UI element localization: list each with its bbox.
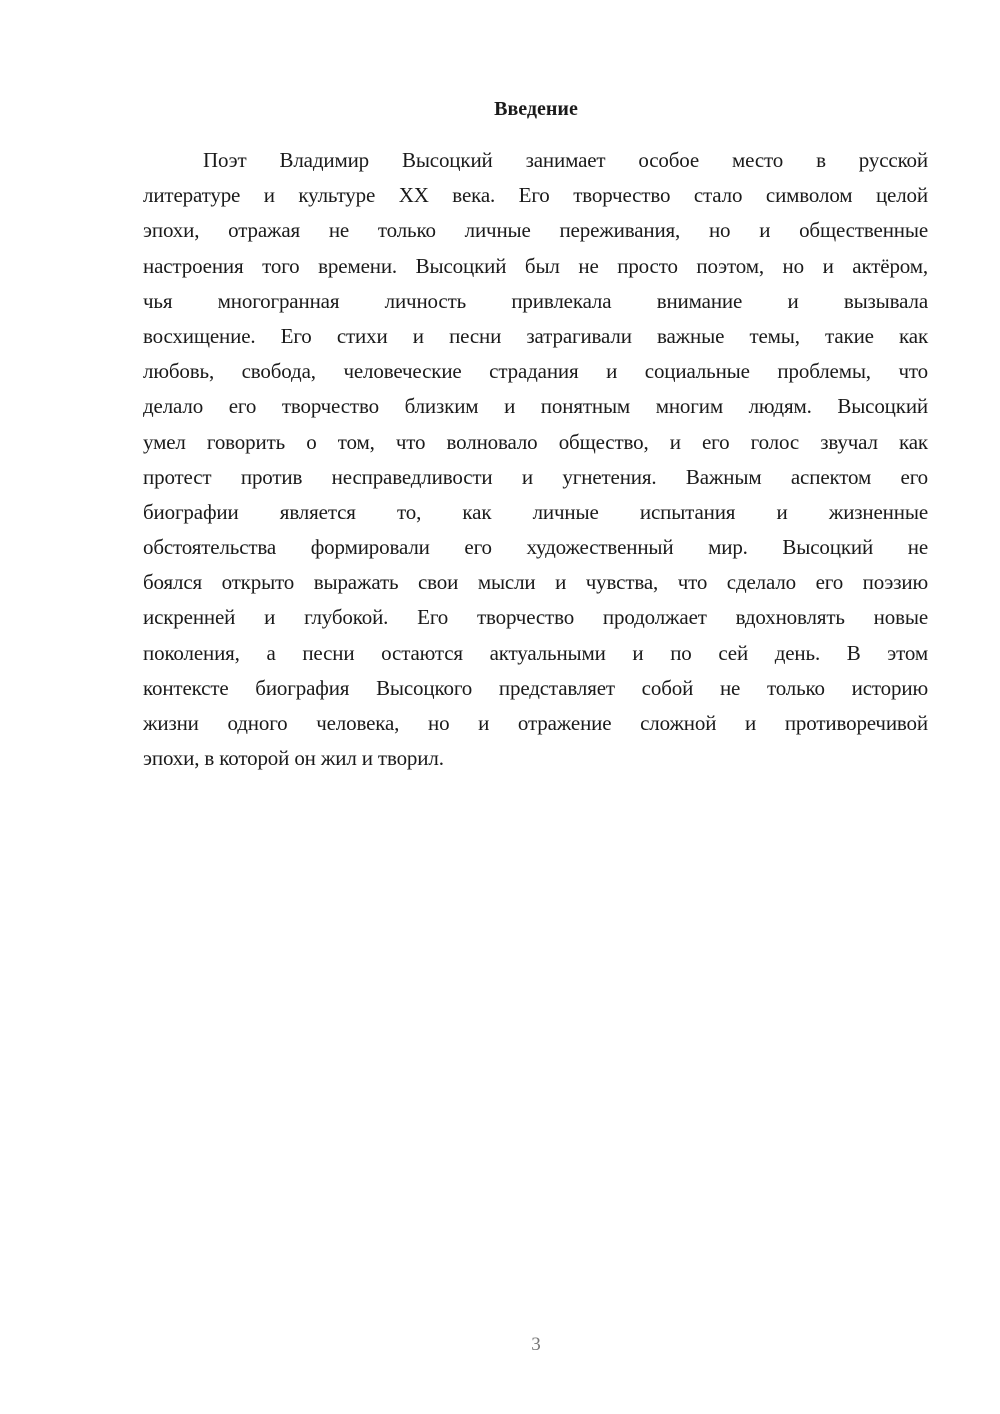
text-line: эпохи, в которой он жил и творил. [143,746,444,771]
text-line: биографии является то, как личные испытания и жизненные [143,499,928,524]
text-line: обстоятельства формировали его художественный мир. Высоцкий не [143,535,928,560]
text-line: протест против несправедливости и угнетения. Важным аспектом его [143,464,928,489]
text-line: жизни одного человека, но и отражение сложной и противоречивой [143,711,928,735]
section-heading: Введение [494,98,578,120]
paragraph [143,145,928,778]
text-line: восхищение. Его стихи и песни затрагивали важные темы, такие как [143,323,928,348]
text-line: поколения, а песни остаются актуальными и по сей день. В этом [143,640,928,665]
text-line: боялся открыто выражать свои мысли и чувства, что сделало его поэзию [143,570,928,595]
text-line: контексте биография Высоцкого представляет собой не только историю [143,675,928,700]
text-line: Поэт Владимир Высоцкий занимает особое место в русской [203,148,928,172]
page-number: 3 [531,1334,541,1355]
text-line: умел говорить о том, что волновало общество, и его голос звучал как [143,429,928,454]
text-line: литературе и культуре XX века. Его творчество стало символом целой [143,183,928,208]
text-line: делало его творчество близким и понятным многим людям. Высоцкий [143,394,928,419]
text-line: любовь, свобода, человеческие страдания и социальные проблемы, что [143,359,928,384]
text-line: чья многогранная личность привлекала внимание и вызывала [143,288,928,313]
text-line: искренней и глубокой. Его творчество продолжает вдохновлять новые [143,605,928,630]
text-line: эпохи, отражая не только личные переживания, но и общественные [143,218,928,243]
text-line: настроения того времени. Высоцкий был не просто поэтом, но и актёром, [143,253,928,278]
